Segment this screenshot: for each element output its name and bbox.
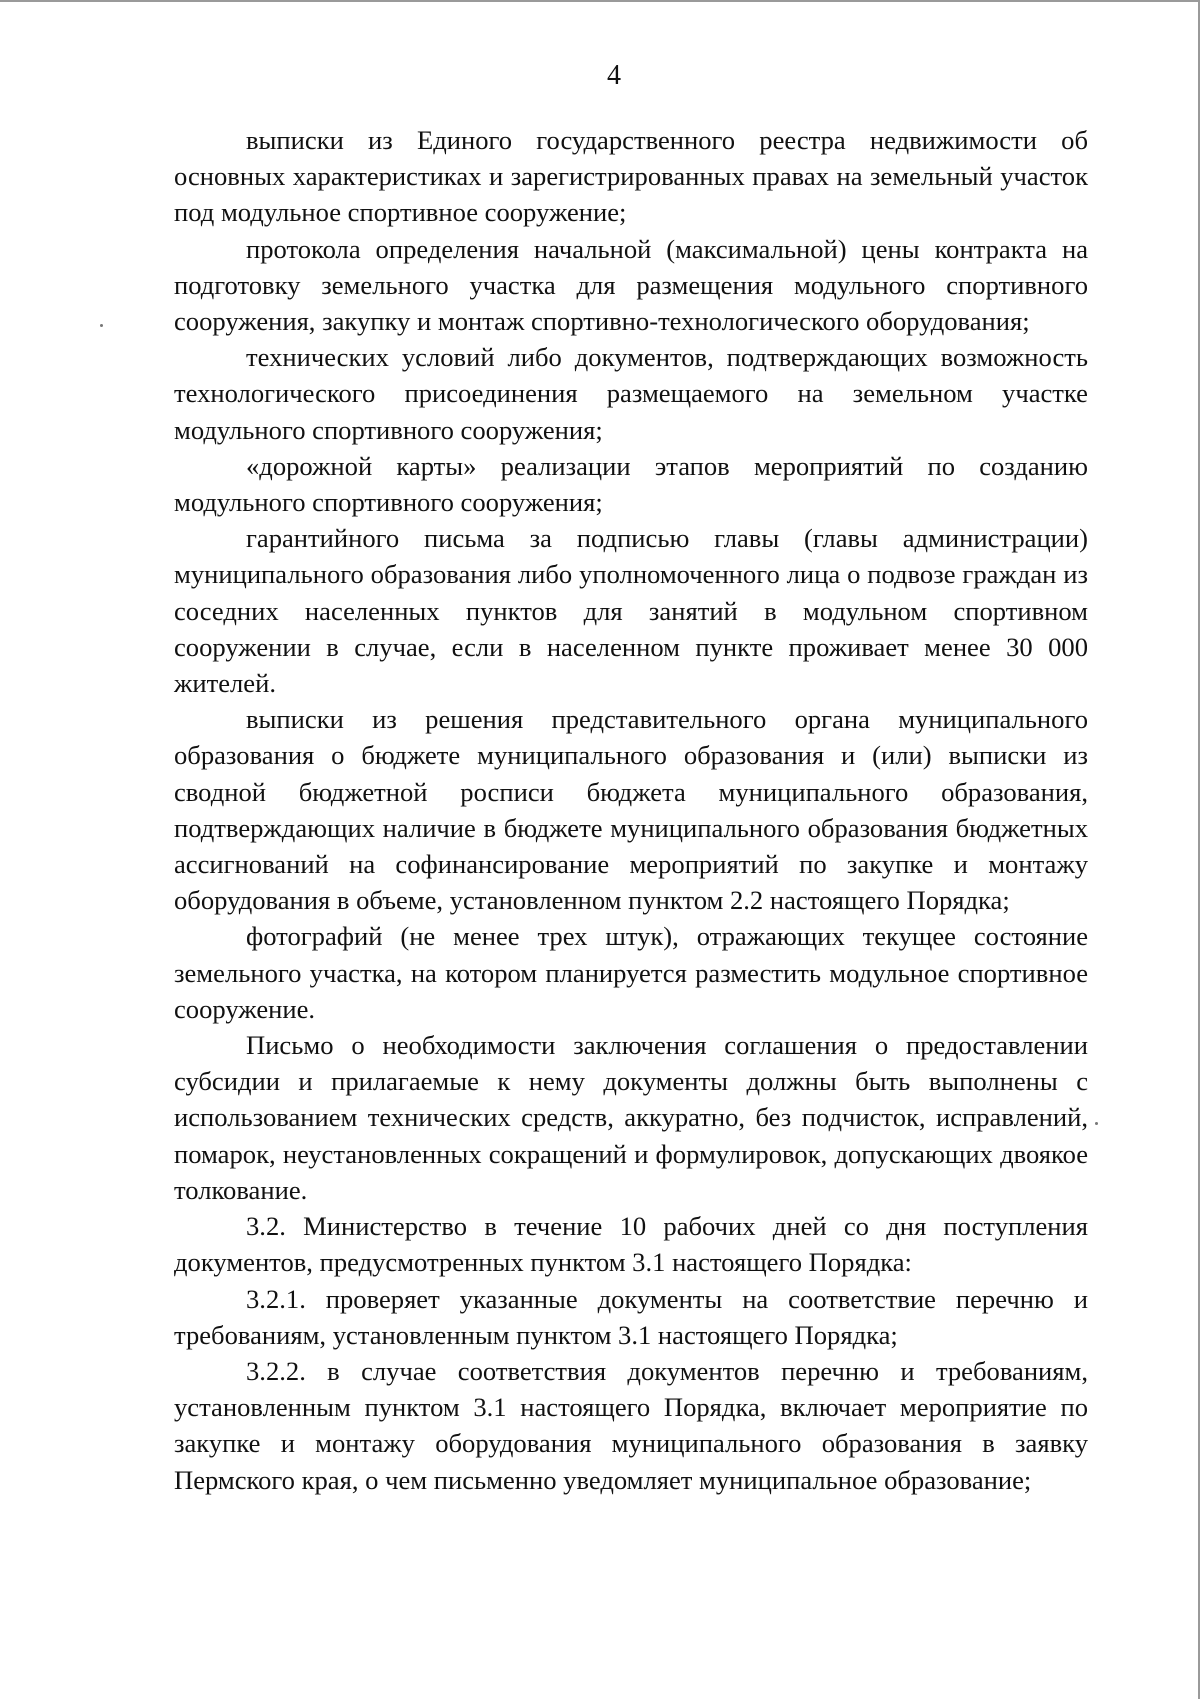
document-body <box>174 122 1088 1498</box>
paragraph-3-2-2: 3.2.2. в случае соответствия документов перечню и требованиям, установленным пунктом 3.1 настоящего Порядка, включает мероприятие по закупке и монтажу оборудования муниципального образования в заявку Пермского края, о чем письменно уведомляет муниципальное образование; <box>174 1355 1088 1495</box>
paragraph-3-2-1: 3.2.1. проверяет указанные документы на соответствие перечню и требованиям, установленным пунктом 3.1 настоящего Порядка; <box>174 1283 1088 1350</box>
scan-speck <box>100 324 103 327</box>
paragraph-budget-extract: выписки из решения представительного органа муниципального образования о бюджете муниципального образования и (или) выписки из сводной бюджетной росписи бюджета муниципального образования, подтверждающих наличие в бюджете муниципального образования бюджетных ассигнований на софинансирование мероприятий по закупке и монтажу оборудования в объеме, установленном пунктом 2.2 настоящего Порядка; <box>174 704 1088 916</box>
paragraph-guarantee-letter: гарантийного письма за подписью главы (главы администрации) муниципального образования либо уполномоченного лица о подвозе граждан из соседних населенных пунктов для занятий в модульном спортивном сооружении в случае, если в населенном пункте проживает менее 30 000 жителей. <box>174 523 1088 699</box>
paragraph-road-map: «дорожной карты» реализации этапов мероприятий по созданию модульного спортивного сооружения; <box>174 450 1088 518</box>
paragraph-price-protocol: протокола определения начальной (максимальной) цены контракта на подготовку земельного участка для размещения модульного спортивного сооружения, закупку и монтаж спортивно-технологического оборудования; <box>174 233 1088 337</box>
paragraph-photos: фотографий (не менее трех штук), отражающих текущее состояние земельного участка, на котором планируется разместить модульное спортивное сооружение. <box>174 921 1088 1024</box>
paragraph-3-2: 3.2. Министерство в течение 10 рабочих дней со дня поступления документов, предусмотренных пунктом 3.1 настоящего Порядка: <box>174 1211 1088 1278</box>
paragraph-technical-conditions: технических условий либо документов, подтверждающих возможность технологического присоединения размещаемого на земельном участке модульного спортивного сооружения; <box>174 342 1088 445</box>
page-number: 4 <box>607 60 621 91</box>
paragraph-document-requirements: Письмо о необходимости заключения соглашения о предоставлении субсидии и прилагаемые к нему документы должны быть выполнены с использованием технических средств, аккуратно, без подчисток, исправлений, помарок, неустановленных сокращений и формулировок, допускающих двоякое толкование. <box>174 1030 1088 1205</box>
paragraph-egrn-extract: выписки из Единого государственного реестра недвижимости об основных характеристиках и зарегистрированных правах на земельный участок под модульное спортивное сооружение; <box>174 125 1088 228</box>
scan-speck <box>1095 1122 1098 1125</box>
